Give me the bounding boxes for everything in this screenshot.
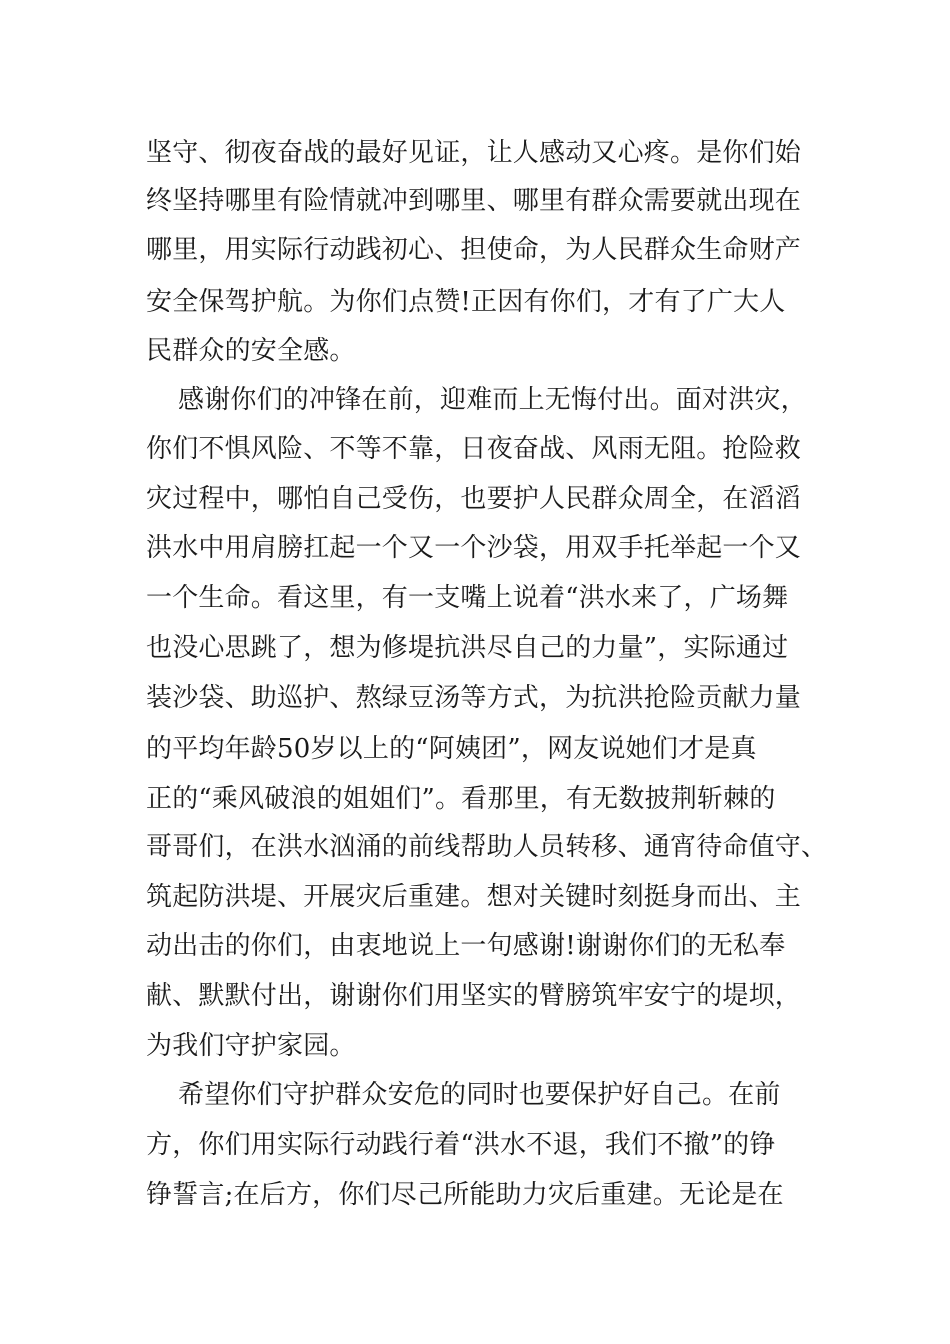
text-line: 民群众的安全感。 <box>146 336 356 366</box>
text-line: 终坚持哪里有险情就冲到哪里、哪里有群众需要就出现在 <box>146 186 802 216</box>
text-line: 哪里，用实际行动践初心、担使命，为人民群众生命财产 <box>146 235 802 265</box>
text-line: 铮誓言;在后方，你们尽己所能助力灾后重建。无论是在 <box>146 1180 784 1210</box>
text-line: 你们不惧风险、不等不靠，日夜奋战、风雨无阻。抢险救 <box>146 434 802 464</box>
text-line: 一个生命。看这里，有一支嘴上说着“洪水来了，广场舞 <box>146 583 789 613</box>
text-line: 洪水中用肩膀扛起一个又一个沙袋，用双手托举起一个又 <box>146 533 802 563</box>
text-line: 感谢你们的冲锋在前，迎难而上无悔付出。面对洪灾， <box>178 385 807 415</box>
text-line: 方，你们用实际行动践行着“洪水不退，我们不撤”的铮 <box>146 1130 776 1160</box>
text-line: 装沙袋、助巡护、熬绿豆汤等方式，为抗洪抢险贡献力量 <box>146 683 802 713</box>
text-line: 安全保驾护航。为你们点赞!正因有你们，才有了广大人 <box>146 287 786 317</box>
text-line: 献、默默付出，谢谢你们用坚实的臂膀筑牢安宁的堤坝， <box>146 981 802 1011</box>
text-line: 筑起防洪堤、开展灾后重建。想对关键时刻挺身而出、主 <box>146 882 802 912</box>
text-line: 正的“乘风破浪的姐姐们”。看那里，有无数披荆斩棘的 <box>146 784 776 814</box>
text-line: 也没心思跳了，想为修堤抗洪尽自己的力量”，实际通过 <box>146 633 789 663</box>
text-line: 动出击的你们，由衷地说上一句感谢!谢谢你们的无私奉 <box>146 931 786 961</box>
text-line: 灾过程中，哪怕自己受伤，也要护人民群众周全，在滔滔 <box>146 484 802 514</box>
text-line: 的平均年龄50岁以上的“阿姨团”，网友说她们才是真 <box>146 734 757 764</box>
text-line: 坚守、彻夜奋战的最好见证，让人感动又心疼。是你们始 <box>146 138 802 168</box>
text-line: 哥哥们，在洪水汹涌的前线帮助人员转移、通宵待命值守、 <box>146 832 828 862</box>
text-line: 希望你们守护群众安危的同时也要保护好自己。在前 <box>178 1080 781 1110</box>
text-line: 为我们守护家园。 <box>146 1031 356 1061</box>
